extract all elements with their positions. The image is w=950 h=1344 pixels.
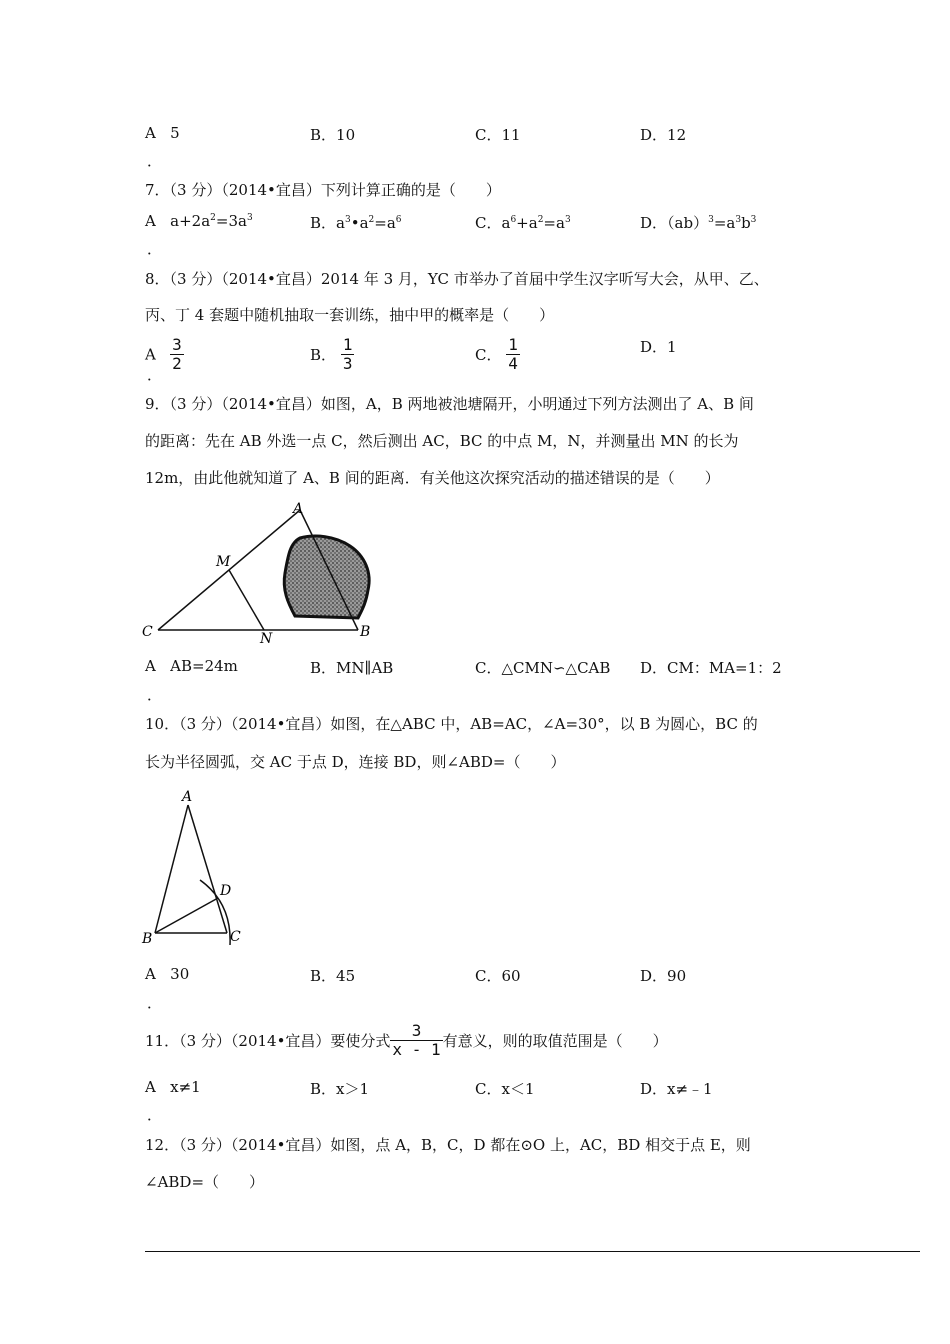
q9-option-b: B．MN∥AB <box>310 659 394 677</box>
fraction: $\frac{1}{3}$ <box>342 335 353 373</box>
q9-question-line3: 12m，由此他就知道了 A、B 间的距离．有关他这次探究活动的描述错误的是（ ） <box>145 469 720 487</box>
q10-question-line1: 10．（3 分）（2014•宜昌）如图，在△ABC 中，AB=AC，∠A=30°，以 B 为圆心，BC 的 <box>145 715 758 733</box>
q9-question-line2: 的距离：先在 AB 外选一点 C，然后测出 AC，BC 的中点 M，N，并测量出 MN 的长为 <box>145 432 739 450</box>
label-b: B <box>142 931 153 947</box>
q10-triangle-figure <box>140 785 255 950</box>
label-c: C <box>142 624 153 640</box>
q6-option-d: D．12 <box>640 126 687 144</box>
q11-option-d: D．x≠﹣1 <box>640 1080 713 1098</box>
option-dot: ． <box>147 152 163 170</box>
q12-question-line1: 12．（3 分）（2014•宜昌）如图，点 A，B，C，D 都在⊙O 上，AC，BD 相交于点 E，则 <box>145 1136 751 1154</box>
segment-bd <box>155 898 218 933</box>
q12-question-line2: ∠ABD=（ ） <box>145 1173 265 1191</box>
q9-pond-figure <box>140 498 385 646</box>
option-dot: ． <box>147 686 163 704</box>
q8-option-c: C． $\frac{1}{4}$ <box>475 335 518 373</box>
q9-option-c: C．△CMN∽△CAB <box>475 659 611 677</box>
label-b: B <box>360 624 371 640</box>
q11-question: 11．（3 分）（2014•宜昌）要使分式 $\frac{3}{x - 1}$ 有意义，则的取值范围是（ ） <box>145 1021 668 1059</box>
q7-option-b: B．$a^3•a^2=a^6$ <box>310 214 402 232</box>
segment-ac <box>188 805 227 933</box>
q10-option-c: C．60 <box>475 967 521 985</box>
q8-question-line1: 8．（3 分）（2014•宜昌）2014 年 3 月，YC 市举办了首届中学生汉字听写大会，从甲、乙、 <box>145 270 769 288</box>
q6-option-b: B．10 <box>310 126 356 144</box>
option-dot: ． <box>147 240 163 258</box>
pond-shape <box>284 536 369 618</box>
q9-question-line1: 9．（3 分）（2014•宜昌）如图，A，B 两地被池塘隔开，小明通过下列方法测出了 A、B 间 <box>145 395 754 413</box>
q8-question-line2: 丙、丁 4 套题中随机抽取一套训练，抽中甲的概率是（ ） <box>145 306 555 324</box>
q8-option-d: D．1 <box>640 338 677 356</box>
label-n: N <box>260 631 273 646</box>
q10-option-a: A 30 <box>145 965 190 983</box>
footer-rule <box>145 1251 920 1252</box>
q6-option-c: C．11 <box>475 126 521 144</box>
q9-option-d: D．CM：MA=1：2 <box>640 659 782 677</box>
q6-option-a: A 5 <box>145 124 180 142</box>
q10-option-d: D．90 <box>640 967 687 985</box>
q7-option-a: A $a+2a^2=3a^3$ <box>145 212 253 230</box>
q11-option-c: C．x＜1 <box>475 1080 535 1098</box>
fraction: $\frac{3}{2}$ <box>172 335 182 373</box>
option-dot: ． <box>147 366 163 384</box>
label-a: A <box>293 501 304 517</box>
fraction: $\frac{3}{x - 1}$ <box>392 1021 441 1059</box>
q10-option-b: B．45 <box>310 967 356 985</box>
label-m: M <box>216 554 231 570</box>
q10-question-line2: 长为半径圆弧，交 AC 于点 D，连接 BD，则∠ABD=（ ） <box>145 753 566 771</box>
q8-option-b: B． $\frac{1}{3}$ <box>310 335 353 373</box>
q9-option-a: A AB=24m <box>145 657 238 675</box>
segment-ab <box>155 805 188 933</box>
option-dot: ． <box>147 994 163 1012</box>
q7-option-d: D．$(ab)^3=a^3b^3$ <box>640 214 757 232</box>
segment-mn <box>229 570 264 630</box>
q7-question: 7．（3 分）（2014•宜昌）下列计算正确的是（ ） <box>145 181 501 199</box>
label-a: A <box>182 789 193 805</box>
fraction: $\frac{1}{4}$ <box>508 335 518 373</box>
q11-option-a: A x≠1 <box>145 1078 201 1096</box>
label-c: C <box>230 929 241 945</box>
q7-option-c: C．$a^6+a^2=a^3$ <box>475 214 571 232</box>
label-d: D <box>220 883 232 899</box>
q11-option-b: B．x＞1 <box>310 1080 370 1098</box>
q8-option-a: A $\frac{3}{2}$ <box>145 335 182 373</box>
option-dot: ． <box>147 1106 163 1124</box>
